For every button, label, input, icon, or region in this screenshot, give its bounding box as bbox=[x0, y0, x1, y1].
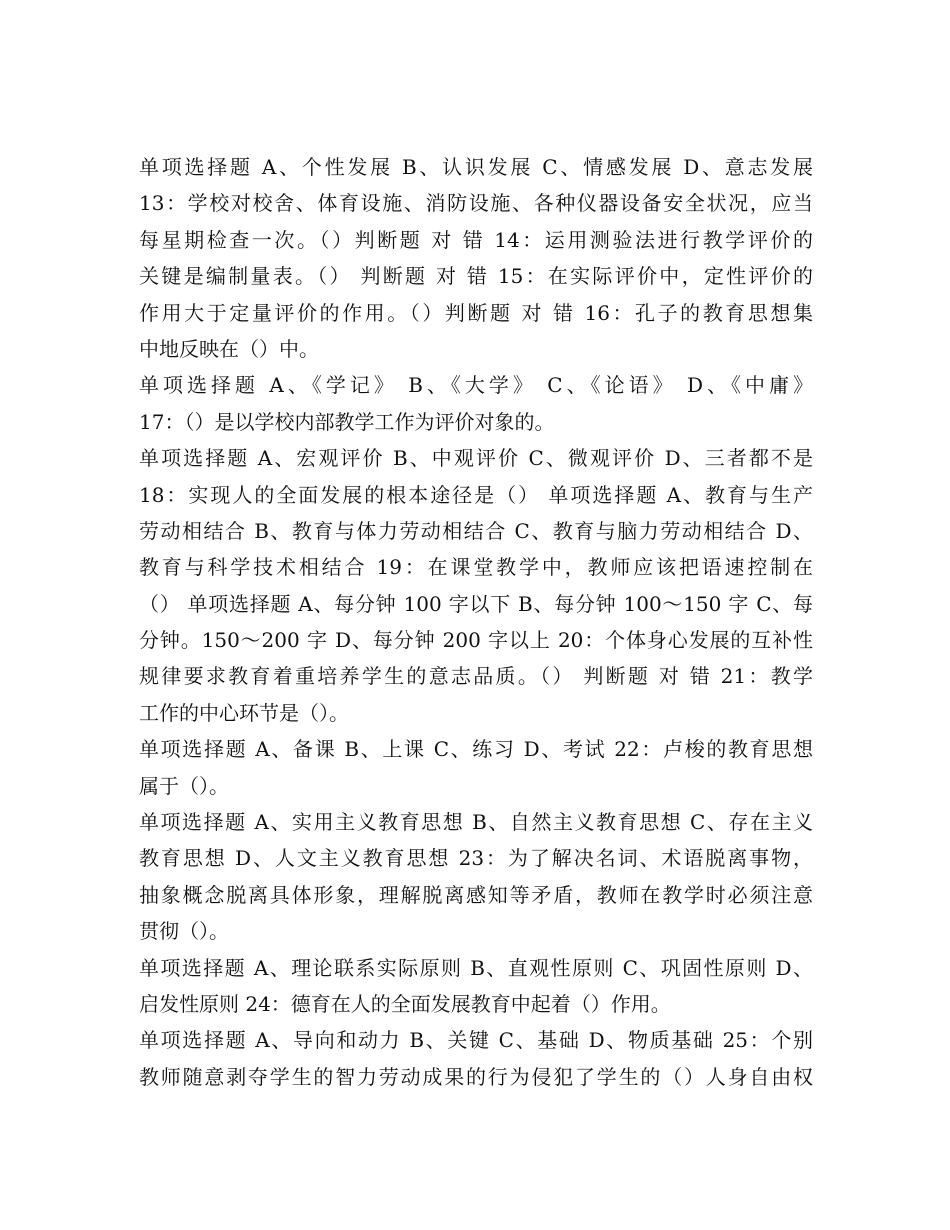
text-line: 18：实现人的全面发展的根本途径是（） 单项选择题 A、教育与生产 bbox=[139, 482, 813, 507]
text-line: 单项选择题 A、备课 B、上课 C、练习 D、考试 22：卢梭的教育思想 bbox=[139, 737, 813, 762]
text-line: 单项选择题 A、理论联系实际原则 B、直观性原则 C、巩固性原则 D、 bbox=[139, 955, 813, 980]
text-line: 教师随意剥夺学生的智力劳动成果的行为侵犯了学生的（）人身自由权 bbox=[139, 1064, 813, 1089]
text-line: 中地反映在（）中。 bbox=[139, 336, 319, 361]
text-line: 单项选择题 A、《学记》 B、《大学》 C、《论语》 D、《中庸》 bbox=[139, 373, 813, 398]
text-line: 单项选择题 A、个性发展 B、认识发展 C、情感发展 D、意志发展 bbox=[139, 155, 813, 179]
text-line: 启发性原则 24：德育在人的全面发展教育中起着（）作用。 bbox=[139, 991, 671, 1016]
text-line: 关键是编制量表。（） 判断题 对 错 15：在实际评价中，定性评价的 bbox=[139, 264, 813, 289]
text-line: 属于（）。 bbox=[139, 773, 229, 798]
text-line: 教育与科学技术相结合 19：在课堂教学中，教师应该把语速控制在 bbox=[139, 555, 813, 580]
text-line: 17：（）是以学校内部教学工作为评价对象的。 bbox=[139, 409, 555, 434]
text-line: （） 单项选择题 A、每分钟 100 字以下 B、每分钟 100～150 字 C、每 bbox=[139, 591, 813, 616]
text-line: 劳动相结合 B、教育与体力劳动相结合 C、教育与脑力劳动相结合 D、 bbox=[139, 518, 813, 543]
text-line: 抽象概念脱离具体形象，理解脱离感知等矛盾，教师在教学时必须注意 bbox=[139, 882, 813, 907]
text-line: 作用大于定量评价的作用。（）判断题 对 错 16：孔子的教育思想集 bbox=[139, 300, 813, 325]
document-body bbox=[139, 149, 813, 1095]
text-line: 13：学校对校舍、体育设施、消防设施、各种仪器设备安全状况，应当 bbox=[139, 191, 813, 216]
text-line: 规律要求教育着重培养学生的意志品质。（） 判断题 对 错 21：教学 bbox=[139, 664, 813, 689]
text-line: 每星期检查一次。（）判断题 对 错 14：运用测验法进行教学评价的 bbox=[139, 227, 813, 252]
text-line: 单项选择题 A、导向和动力 B、关键 C、基础 D、物质基础 25：个别 bbox=[139, 1028, 813, 1053]
text-line: 分钟。150～200 字 D、每分钟 200 字以上 20：个体身心发展的互补性 bbox=[139, 628, 813, 653]
text-line: 单项选择题 A、实用主义教育思想 B、自然主义教育思想 C、存在主义 bbox=[139, 810, 813, 835]
text-line: 教育思想 D、人文主义教育思想 23：为了解决名词、术语脱离事物， bbox=[139, 846, 813, 871]
text-line: 贯彻（）。 bbox=[139, 919, 229, 944]
text-line: 单项选择题 A、宏观评价 B、中观评价 C、微观评价 D、三者都不是 bbox=[139, 446, 813, 471]
text-line: 工作的中心环节是（）。 bbox=[139, 700, 349, 725]
